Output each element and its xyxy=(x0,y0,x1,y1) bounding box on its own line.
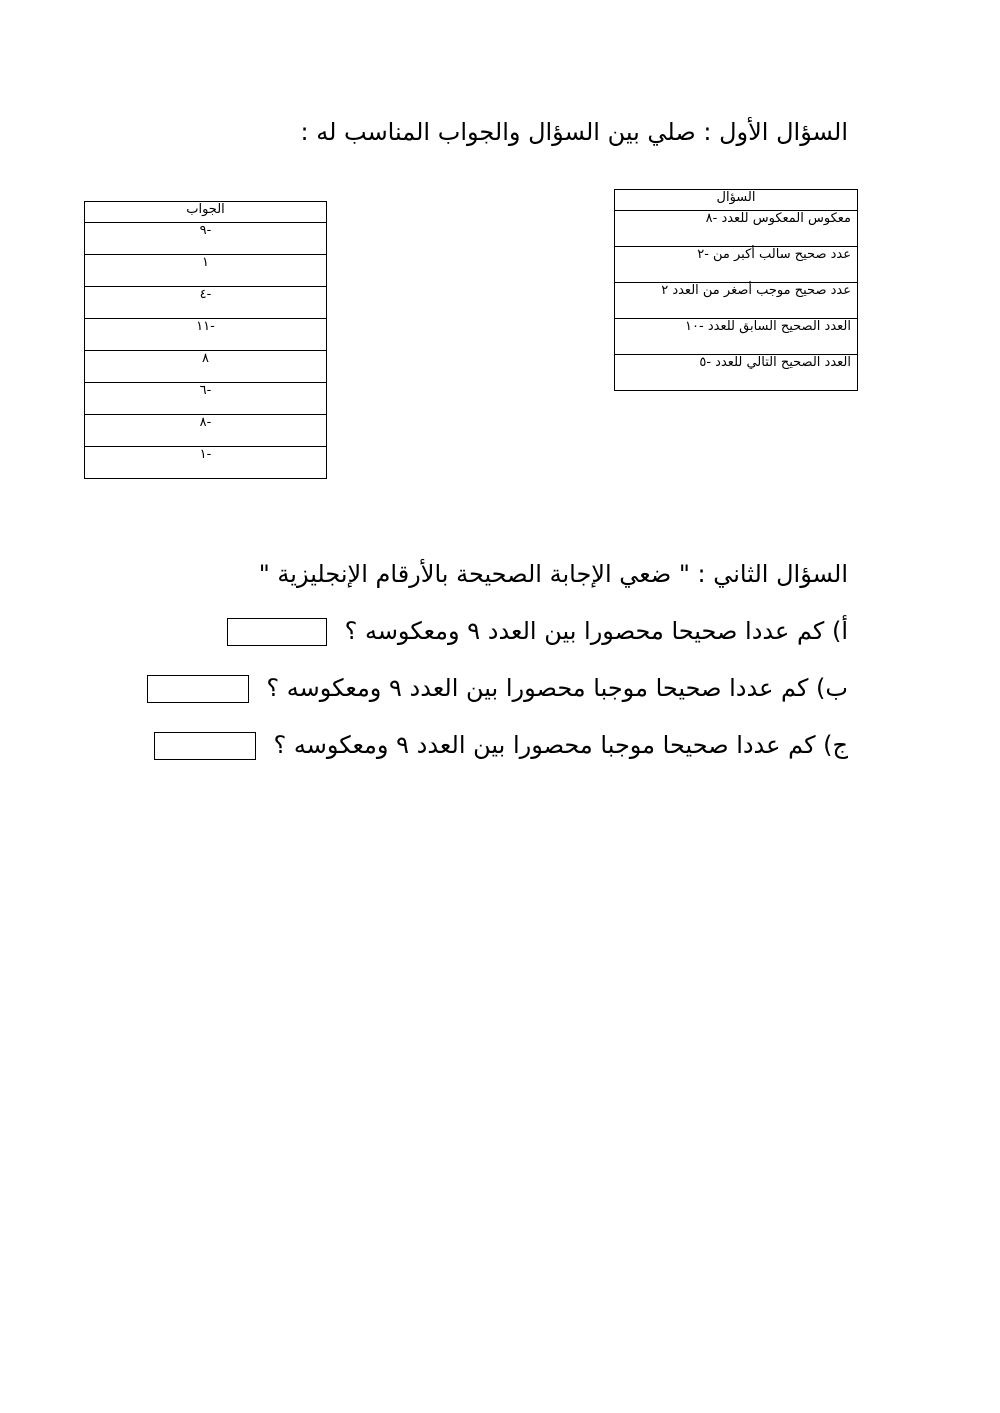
question-cell[interactable]: العدد الصحيح السابق للعدد -١٠ xyxy=(615,319,858,355)
answer-input-a[interactable] xyxy=(227,618,327,646)
questions-table xyxy=(614,189,858,391)
answers-header: الجواب xyxy=(85,202,327,223)
answer-input-b[interactable] xyxy=(147,675,249,703)
answer-cell[interactable]: -٨ xyxy=(85,415,327,447)
question-cell[interactable]: عدد صحيح موجب أصغر من العدد ٢ xyxy=(615,283,858,319)
question2-title: السؤال الثاني : " ضعي الإجابة الصحيحة بالأرقام الإنجليزية " xyxy=(258,560,848,588)
answer-cell[interactable]: -١ xyxy=(85,447,327,479)
answers-table xyxy=(84,201,327,479)
answer-cell[interactable]: -١١ xyxy=(85,319,327,351)
question2-item-b xyxy=(128,674,848,703)
question-cell[interactable]: معكوس المعكوس للعدد -٨ xyxy=(615,211,858,247)
questions-header: السؤال xyxy=(615,190,858,211)
answer-cell[interactable]: -٤ xyxy=(85,287,327,319)
answer-cell[interactable]: ٨ xyxy=(85,351,327,383)
question2-item-b-text: ب) كم عددا صحيحا موجبا محصورا بين العدد ٩ ومعكوسه ؟ xyxy=(266,674,848,702)
answer-cell[interactable]: -٩ xyxy=(85,223,327,255)
answer-input-c[interactable] xyxy=(154,732,256,760)
question2-item-c-text: ج) كم عددا صحيحا موجبا محصورا بين العدد ٩ ومعكوسه ؟ xyxy=(273,731,848,759)
answer-cell[interactable]: ١ xyxy=(85,255,327,287)
question1-title: السؤال الأول : صلي بين السؤال والجواب المناسب له : xyxy=(300,118,848,146)
question-cell[interactable]: العدد الصحيح التالي للعدد -٥ xyxy=(615,355,858,391)
question2-item-a xyxy=(128,617,848,646)
question2-item-c xyxy=(128,731,848,760)
question2-item-a-text: أ) كم عددا صحيحا محصورا بين العدد ٩ ومعكوسه ؟ xyxy=(344,617,848,645)
question-cell[interactable]: عدد صحيح سالب أكبر من -٢ xyxy=(615,247,858,283)
answer-cell[interactable]: -٦ xyxy=(85,383,327,415)
